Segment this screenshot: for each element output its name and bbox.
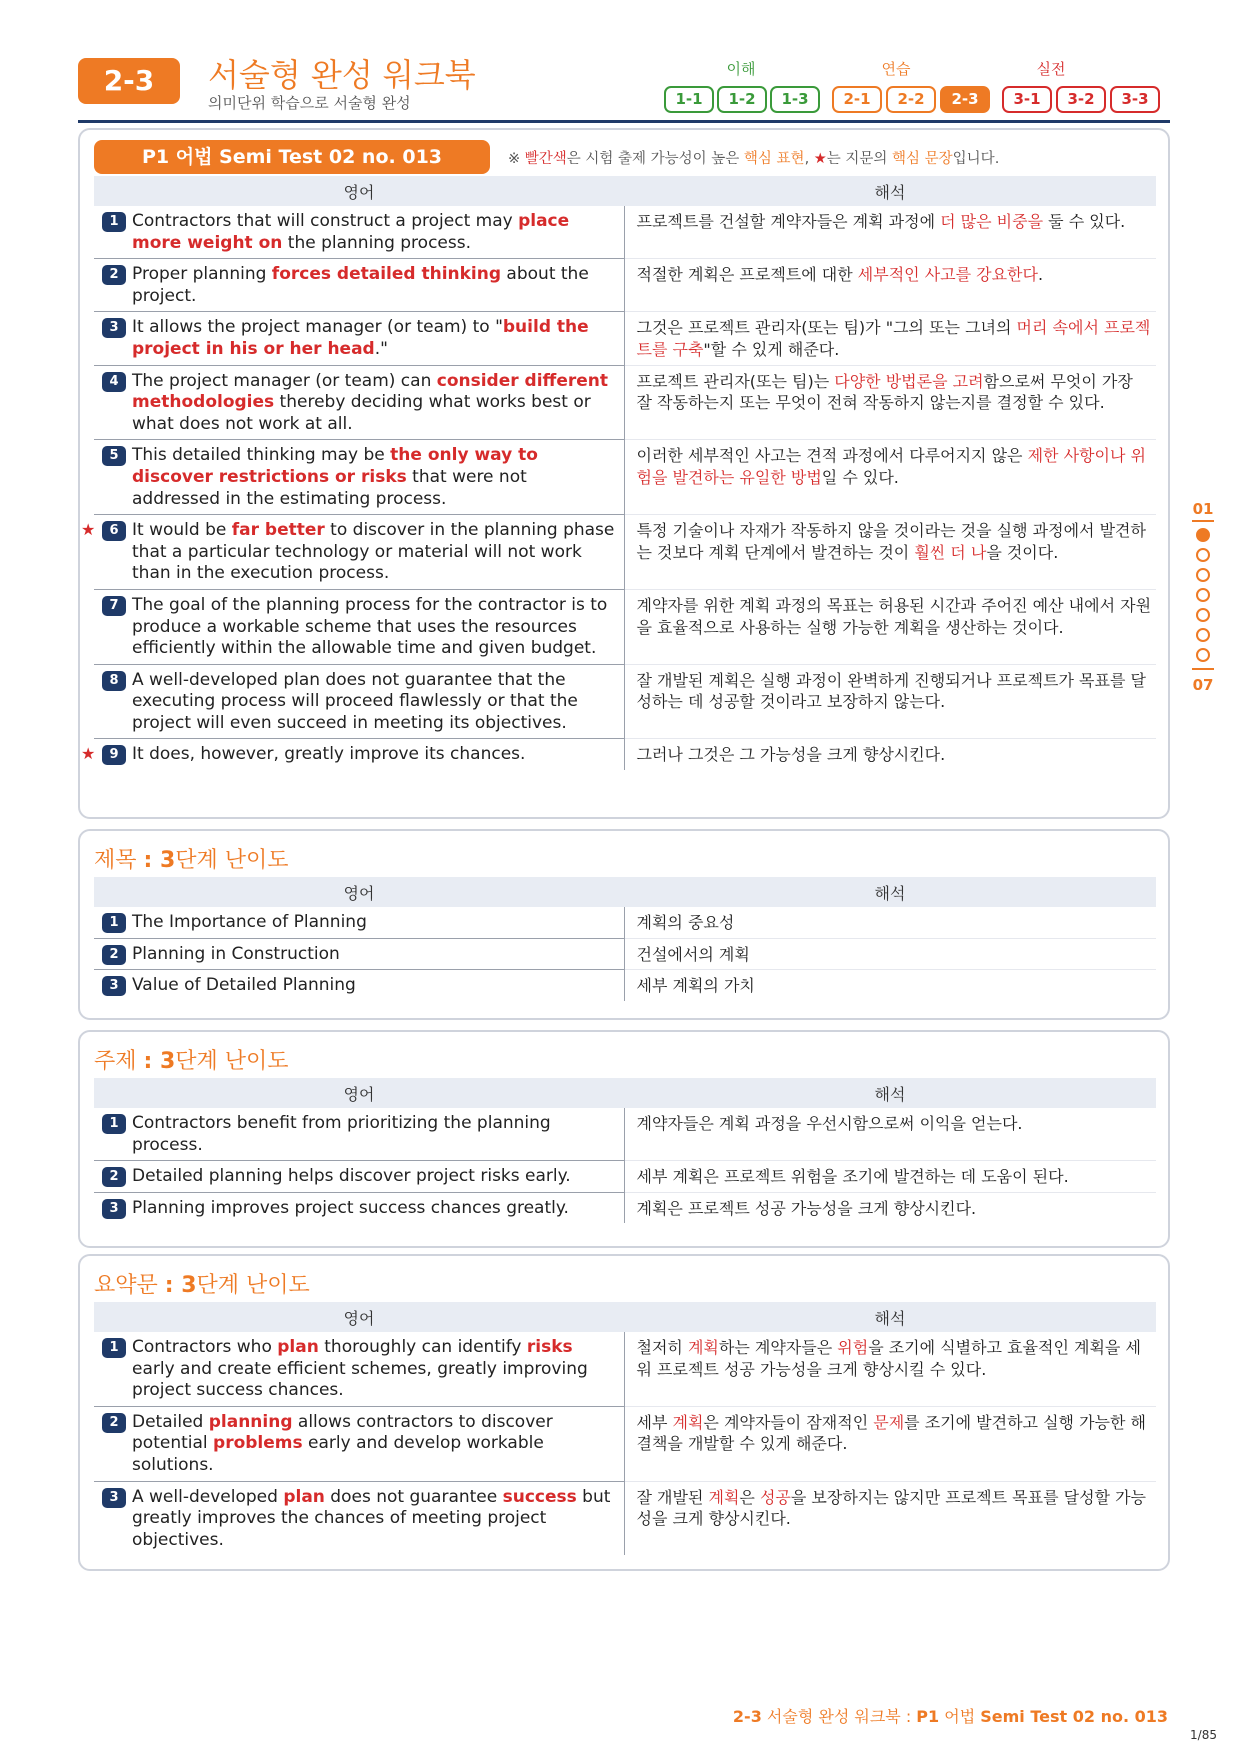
sentence-number: 3 — [102, 1199, 126, 1219]
summary-table — [94, 1302, 1156, 1555]
passage-dot-icon[interactable] — [1196, 588, 1210, 602]
panel-header — [80, 831, 1168, 877]
korean-cell — [624, 1192, 1156, 1223]
sentence-text: 세부 계획은 프로젝트 위험을 조기에 발견하는 데 도움이 된다. — [636, 1167, 1069, 1187]
sentence-text: 계약자를 위한 계획 과정의 목표는 허용된 시간과 주어진 예산 내에서 자원을 효율적으로 사용하는 실행 가능한 계획을 생산하는 것이다. — [636, 595, 1152, 637]
key-expression: planning — [208, 1411, 293, 1432]
passage-dot-icon[interactable] — [1196, 608, 1210, 622]
section-title: 제목 : 3단계 난이도 — [94, 848, 289, 873]
english-cell — [81, 739, 624, 770]
key-expression: far better — [231, 520, 325, 541]
english-cell — [94, 1161, 624, 1193]
test-badge: P1 어법 Semi Test 02 no. 013 — [94, 140, 490, 174]
sentence-row — [94, 1108, 1156, 1161]
sentence-text: It does, however, greatly improve its chances. — [132, 744, 526, 765]
sentence-text: Detailed planning helps discover project risks early. — [132, 1166, 571, 1187]
sentence-text: Contractors who — [132, 1337, 278, 1357]
step-chip-3-3[interactable]: 3-3 — [1110, 86, 1160, 113]
col-header-korean: 해석 — [624, 877, 1156, 907]
sentence-number: 3 — [102, 976, 126, 996]
korean-cell — [624, 1406, 1156, 1481]
sentence-text: 이러한 세부적인 사고는 견적 과정에서 다루어지지 않은 — [636, 446, 1028, 466]
sentence-text: about the project. — [132, 264, 589, 306]
nav-start-label: 01 — [1192, 500, 1214, 518]
key-expression: plan — [283, 1486, 325, 1507]
sentence-number: 7 — [102, 596, 126, 616]
sentence-row — [94, 1192, 1156, 1223]
sentence-number: 8 — [102, 671, 126, 691]
korean-cell — [624, 1481, 1156, 1555]
sentence-number: 2 — [102, 1167, 126, 1187]
english-cell — [94, 970, 624, 1001]
korean-cell — [624, 440, 1156, 515]
sentence-row — [94, 515, 1156, 590]
group-label-understand: 이해 — [726, 60, 756, 78]
sentence-text: 을 조기에 식별하고 효율적인 계획을 세워 프로젝트 성공 가능성을 크게 향상시킬 수 있다. — [636, 1338, 1141, 1379]
sentence-text: 적절한 계획은 프로젝트에 대한 — [636, 265, 858, 285]
col-header-korean: 해석 — [624, 1078, 1156, 1108]
key-expression: success — [502, 1486, 577, 1507]
sentence-text: 계획의 중요성 — [636, 913, 735, 932]
sentence-text: that were not addressed in the estimating process. — [132, 466, 527, 509]
sentence-row — [94, 440, 1156, 515]
col-header-english: 영어 — [94, 1302, 624, 1332]
sentence-text: allows contractors to discover potential — [132, 1411, 553, 1454]
sentence-row — [94, 1161, 1156, 1193]
english-cell — [94, 664, 624, 739]
sentence-text: the planning process. — [282, 232, 472, 253]
korean-cell — [624, 907, 1156, 938]
passage-navigator — [1192, 500, 1214, 700]
korean-cell — [624, 515, 1156, 590]
sentence-number: 2 — [102, 1413, 126, 1433]
english-cell — [81, 515, 624, 590]
sentence-text: 잘 개발된 — [636, 1487, 709, 1507]
key-expression: 계획 — [687, 1338, 719, 1357]
key-expression: the only way to discover restrictions or risks — [132, 445, 538, 487]
key-expression: 성공 — [759, 1487, 791, 1507]
english-cell — [94, 1406, 624, 1481]
sentence-text: The project manager (or team) can — [132, 370, 437, 391]
sentence-row — [94, 1481, 1156, 1555]
sentence-text: 프로젝트를 건설할 계약자들은 계획 과정에 — [636, 212, 941, 231]
sentence-row — [94, 907, 1156, 938]
sentence-row — [94, 938, 1156, 970]
sentence-number: 5 — [102, 446, 126, 466]
english-cell — [94, 312, 624, 365]
key-expression: problems — [213, 1433, 303, 1454]
sentence-row — [94, 1332, 1156, 1406]
sentence-number: 9 — [102, 745, 126, 765]
sentence-text: ." — [374, 338, 388, 359]
sentence-number: 3 — [102, 318, 126, 338]
sentence-text: 을 보장하지는 않지만 프로젝트 목표를 달성할 가능성을 크게 향상시킨다. — [636, 1487, 1146, 1529]
unit-badge: 2-3 — [78, 58, 180, 104]
col-header-korean: 해석 — [624, 1302, 1156, 1332]
sentence-text: A well-developed — [132, 1486, 284, 1507]
sentence-text: 건설에서의 계획 — [636, 944, 750, 964]
sentence-row — [94, 259, 1156, 312]
sentence-text: 은 계약자들이 잠재적인 — [703, 1412, 874, 1432]
sentence-row — [94, 664, 1156, 739]
step-navigation — [664, 58, 1164, 118]
english-cell — [94, 1108, 624, 1161]
panel-header — [80, 1256, 1168, 1302]
sentence-text: 를 조기에 발견하고 실행 가능한 해결책을 개발할 수 있게 해준다. — [636, 1412, 1146, 1454]
english-cell — [94, 206, 624, 259]
step-chip-2-2[interactable]: 2-2 — [886, 86, 936, 113]
step-chip-1-3[interactable]: 1-3 — [770, 86, 820, 113]
star-icon: ★ — [81, 744, 96, 764]
key-expression: 더 많은 비중을 — [940, 212, 1044, 231]
group-label-real: 실전 — [1036, 60, 1066, 78]
theme-panel — [78, 1030, 1170, 1248]
sentence-text: 세부 — [636, 1412, 673, 1432]
sentence-panel — [78, 128, 1170, 819]
korean-cell — [624, 938, 1156, 970]
key-expression: place more weight on — [132, 211, 570, 253]
sentence-row — [94, 365, 1156, 440]
sentence-text: to discover in the planning phase that a particular technology or material will not work than in the execution process. — [132, 520, 615, 584]
sentence-text: Value of Detailed Planning — [132, 975, 356, 996]
sentence-number: 1 — [102, 212, 126, 232]
passage-dot-icon[interactable] — [1196, 648, 1210, 662]
key-expression: risks — [526, 1337, 573, 1357]
sentence-text: thereby deciding what works best or what does not work at all. — [132, 392, 591, 434]
korean-cell — [624, 1108, 1156, 1161]
nav-end-label: 07 — [1192, 676, 1214, 694]
english-cell — [94, 259, 624, 312]
sentence-row — [94, 970, 1156, 1001]
key-expression: 계획 — [708, 1487, 740, 1507]
legend-note: ※ 빨간색은 시험 출제 가능성이 높은 핵심 표현, ★는 지문의 핵심 문장입니다. — [508, 151, 1000, 167]
sentence-text: It allows the project manager (or team) to " — [132, 317, 503, 338]
key-expression: 위험 — [837, 1338, 869, 1357]
sentence-text: Planning improves project success chances greatly. — [132, 1197, 569, 1218]
footer-caption: 2-3 서술형 완성 워크북 : P1 어법 Semi Test 02 no. 013 — [732, 1707, 1168, 1726]
sentence-text: A well-developed plan does not guarantee that the executing process will proceed flawlessly or that the project will even succeed in meeting its objectives. — [132, 669, 578, 733]
step-chip-2-3[interactable]: 2-3 — [940, 86, 990, 113]
key-expression: 제한 사항이나 위험을 발견하는 유일한 방법 — [636, 446, 1146, 487]
korean-cell — [624, 970, 1156, 1001]
english-cell — [94, 938, 624, 970]
sentence-text: early and develop workable solutions. — [132, 1433, 544, 1475]
sentence-text: 그러나 그것은 그 가능성을 크게 향상시킨다. — [636, 745, 946, 765]
sentence-text: 둘 수 있다. — [1043, 212, 1126, 231]
page-subtitle: 의미단위 학습으로 서술형 완성 — [208, 94, 411, 112]
korean-cell — [624, 739, 1156, 770]
sentence-number: 6 — [102, 521, 126, 541]
english-cell — [94, 1481, 624, 1555]
korean-cell — [624, 206, 1156, 259]
nav-divider — [1192, 520, 1214, 522]
sentence-text: 철저히 — [636, 1338, 688, 1357]
english-cell — [94, 365, 624, 440]
sentence-text: This detailed thinking may be — [132, 445, 391, 466]
english-cell — [94, 1332, 624, 1406]
key-expression: 세부적인 사고를 강요한다 — [857, 265, 1038, 285]
english-cell — [94, 907, 624, 938]
sentence-text: early and create efficient schemes, greatly improving project success chances. — [132, 1358, 588, 1401]
section-title: 요약문 : 3단계 난이도 — [94, 1273, 310, 1298]
key-expression: forces detailed thinking — [271, 264, 502, 285]
sentence-table — [81, 176, 1156, 770]
sentence-text: 세부 계획의 가치 — [636, 976, 755, 996]
key-expression: 다양한 방법론을 고려 — [834, 371, 984, 391]
title-panel — [78, 829, 1170, 1020]
korean-cell — [624, 589, 1156, 664]
sentence-text: 을 것이다. — [986, 542, 1059, 562]
sentence-text: Planning in Construction — [132, 943, 340, 964]
sentence-text: 잘 개발된 계획은 실행 과정이 완벽하게 진행되거나 프로젝트가 목표를 달성하는 데 성공할 것이라고 보장하지 않는다. — [636, 670, 1146, 712]
sentence-number: 1 — [102, 913, 126, 933]
nav-divider — [1192, 668, 1214, 670]
passage-dot-icon[interactable] — [1196, 628, 1210, 642]
english-cell — [94, 440, 624, 515]
page-title: 서술형 완성 워크북 — [208, 56, 476, 94]
group-label-practice: 연습 — [881, 60, 911, 78]
passage-dot-icon[interactable] — [1196, 568, 1210, 582]
sentence-row — [94, 1406, 1156, 1481]
sentence-text: 일 수 있다. — [821, 467, 899, 487]
korean-cell — [624, 259, 1156, 312]
sentence-text: The goal of the planning process for the contractor is to produce a workable scheme that uses the resources efficiently within the allowable time and given budget. — [132, 594, 608, 659]
passage-dot-icon[interactable] — [1196, 548, 1210, 562]
korean-cell — [624, 365, 1156, 440]
korean-cell — [624, 664, 1156, 739]
title-table — [94, 877, 1156, 1001]
panel-header — [80, 130, 1168, 176]
passage-dot-icon[interactable] — [1196, 528, 1210, 542]
sentence-text: 특정 기술이나 자재가 작동하지 않을 것이라는 것을 실행 과정에서 발견하는 것보다 계획 단계에서 발견하는 것이 — [636, 521, 1146, 562]
key-expression: 문제 — [873, 1412, 905, 1432]
sentence-text: 계약자들은 계획 과정을 우선시함으로써 이익을 얻는다. — [636, 1114, 1023, 1133]
panel-header — [80, 1032, 1168, 1078]
step-chip-3-2[interactable]: 3-2 — [1056, 86, 1106, 113]
col-header-english: 영어 — [94, 1078, 624, 1108]
summary-panel — [78, 1254, 1170, 1571]
key-expression: build the project in his or her head — [132, 317, 589, 359]
sentence-number: 1 — [102, 1114, 126, 1134]
step-chip-2-1[interactable]: 2-1 — [832, 86, 882, 113]
sentence-number: 2 — [102, 945, 126, 965]
theme-table — [94, 1078, 1156, 1223]
sentence-text: The Importance of Planning — [132, 912, 367, 932]
col-header-english: 영어 — [94, 877, 624, 907]
key-expression: consider different methodologies — [132, 370, 608, 413]
step-chip-1-1[interactable]: 1-1 — [664, 86, 714, 113]
sentence-text: It would be — [132, 520, 232, 541]
step-chip-1-2[interactable]: 1-2 — [717, 86, 767, 113]
sentence-text: 프로젝트 관리자(또는 팀)는 — [636, 371, 835, 391]
sentence-number: 3 — [102, 1488, 126, 1508]
sentence-text: 그것은 프로젝트 관리자(또는 팀)가 "그의 또는 그녀의 — [636, 318, 1017, 338]
key-expression: 머리 속에서 프로젝트를 구축 — [636, 318, 1151, 359]
sentence-text: Detailed — [132, 1411, 209, 1432]
sentence-text: 은 — [739, 1487, 760, 1507]
page-number: 1/85 — [1190, 1728, 1217, 1742]
sentence-text: does not guarantee — [324, 1486, 503, 1507]
sentence-number: 4 — [102, 372, 126, 392]
sentence-number: 2 — [102, 265, 126, 285]
korean-cell — [624, 1161, 1156, 1193]
english-cell — [94, 1192, 624, 1223]
step-chip-3-1[interactable]: 3-1 — [1002, 86, 1052, 113]
sentence-row — [94, 739, 1156, 770]
korean-cell — [624, 1332, 1156, 1406]
sentence-text: Contractors that will construct a project may — [132, 211, 519, 231]
sentence-row — [94, 589, 1156, 664]
key-expression: plan — [277, 1337, 319, 1357]
star-icon: ★ — [81, 520, 96, 540]
sentence-text: 계획은 프로젝트 성공 가능성을 크게 향상시킨다. — [636, 1198, 977, 1218]
sentence-row — [94, 312, 1156, 365]
section-title: 주제 : 3단계 난이도 — [94, 1049, 289, 1074]
sentence-text: Contractors benefit from prioritizing the planning process. — [132, 1113, 551, 1155]
sentence-text: 하는 계약자들은 — [718, 1338, 838, 1357]
sentence-text: "할 수 있게 해준다. — [703, 339, 840, 359]
sentence-text: thoroughly can identify — [318, 1337, 527, 1357]
sentence-text: Proper planning — [132, 264, 272, 285]
sentence-number: 1 — [102, 1338, 126, 1358]
key-expression: 계획 — [672, 1412, 704, 1432]
sentence-row — [94, 206, 1156, 259]
col-header-korean: 해석 — [624, 176, 1156, 206]
sentence-text: 함으로써 무엇이 가장 잘 작동하는지 또는 무엇이 전혀 작동하지 않는지를 결정할 수 있다. — [636, 371, 1133, 413]
header-divider — [78, 120, 1170, 123]
key-expression: 훨씬 더 나 — [914, 542, 987, 562]
english-cell — [94, 589, 624, 664]
sentence-text: but greatly improves the chances of meeting project objectives. — [132, 1486, 611, 1550]
korean-cell — [624, 312, 1156, 365]
col-header-english: 영어 — [94, 176, 624, 206]
sentence-text: . — [1037, 265, 1044, 285]
